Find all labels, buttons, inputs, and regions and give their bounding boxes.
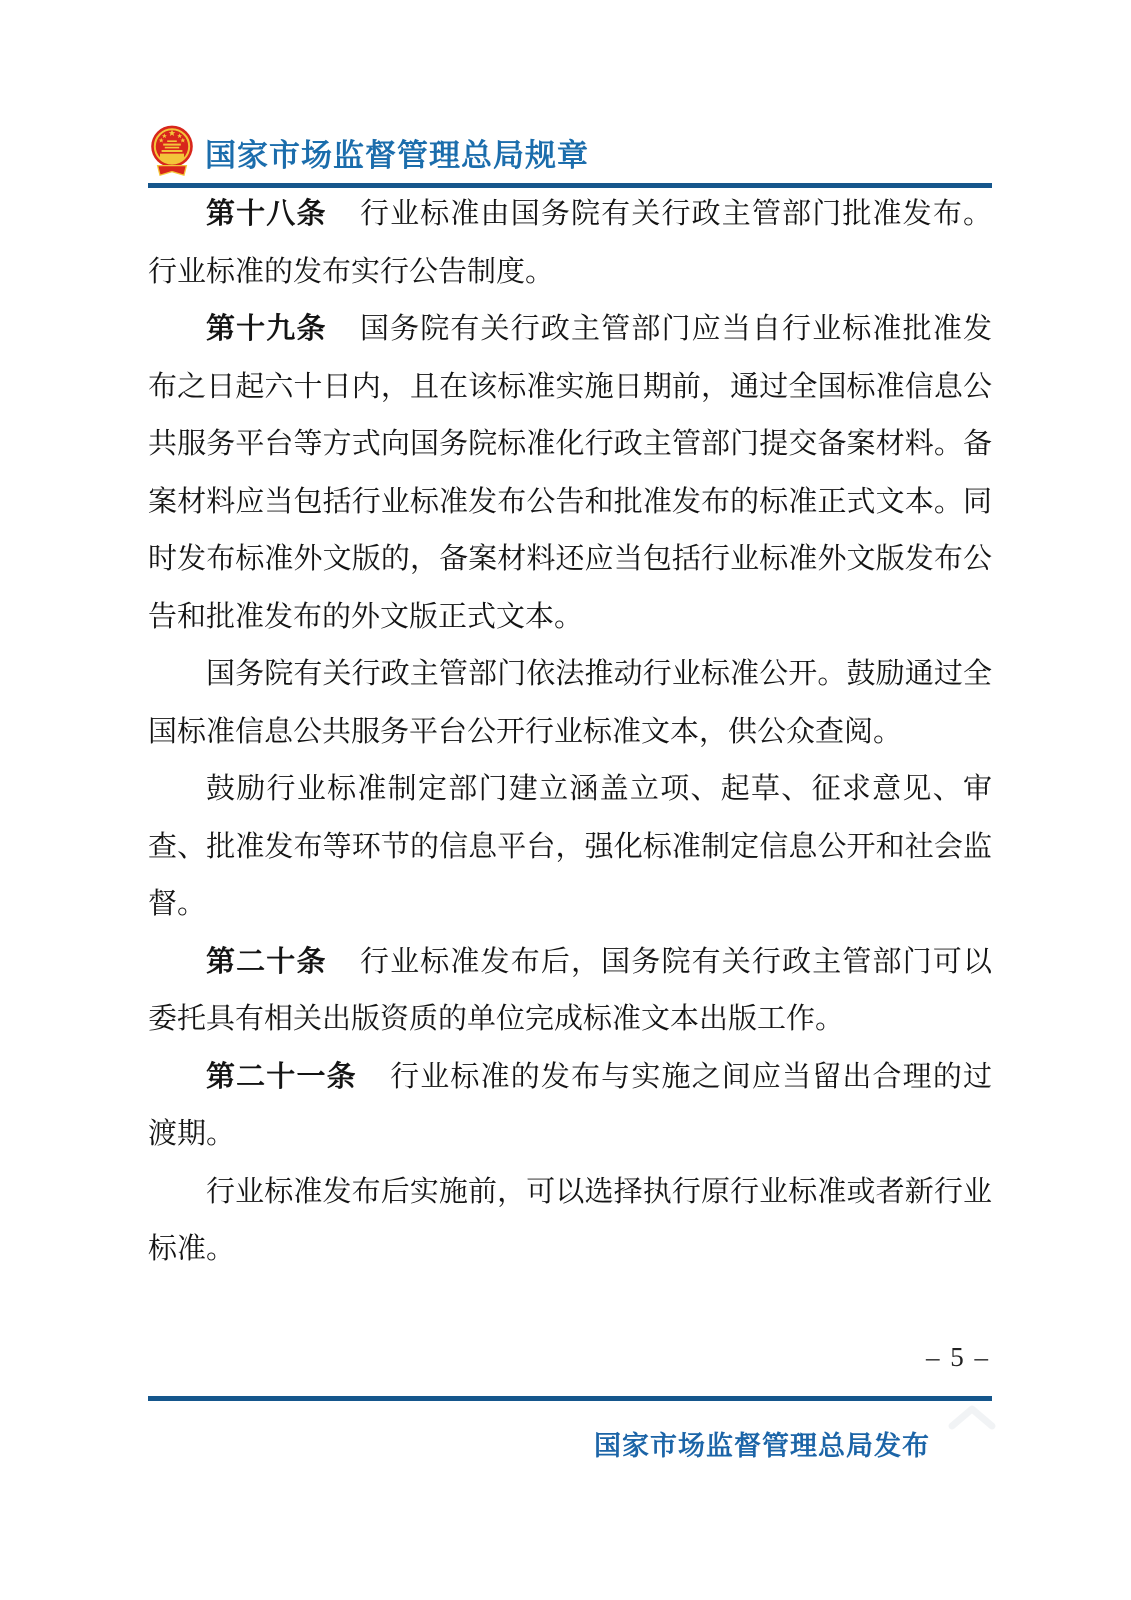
paragraph xyxy=(148,761,992,934)
header xyxy=(148,124,992,188)
paragraph xyxy=(148,186,992,301)
national-emblem-icon xyxy=(148,124,196,180)
article-number: 第二十一条 xyxy=(206,1060,357,1093)
page-number: – 5 – xyxy=(926,1342,990,1372)
paragraph xyxy=(148,934,992,1049)
footer-rule xyxy=(148,1396,992,1401)
paragraph xyxy=(148,301,992,646)
document-body xyxy=(148,186,992,1279)
paragraph xyxy=(148,646,992,761)
paragraph-text: 行业标准发布后，国务院有关行政主管部门可以委托具有相关出版资质的单位完成标准文本出版工作。 xyxy=(148,945,992,1035)
paragraph xyxy=(148,1164,992,1279)
paragraph-text: 行业标准发布后实施前，可以选择执行原行业标准或者新行业标准。 xyxy=(148,1175,992,1265)
paragraph xyxy=(148,1049,992,1164)
paragraph-text: 国务院有关行政主管部门应当自行业标准批准发布之日起六十日内，且在该标准实施日期前，通过全国标准信息公共服务平台等方式向国务院标准化行政主管部门提交备案材料。备案材料应当包括行业标准发布公告和批准发布的标准正式文本。同时发布标准外文版的，备案材料还应当包括行业标准外文版发布公告和批准发布的外文版正式文本。 xyxy=(148,313,992,633)
paragraph-text: 行业标准的发布与实施之间应当留出合理的过渡期。 xyxy=(148,1060,992,1150)
article-number: 第二十条 xyxy=(206,945,327,978)
publisher-name: 国家市场监督管理总局发布 xyxy=(594,1431,930,1461)
paragraph-text: 国务院有关行政主管部门依法推动行业标准公开。鼓励通过全国标准信息公共服务平台公开行业标准文本，供公众查阅。 xyxy=(148,658,992,748)
article-number: 第十八条 xyxy=(206,198,327,230)
article-number: 第十九条 xyxy=(206,313,327,345)
chevron-up-icon xyxy=(948,1404,996,1430)
paragraph-text: 行业标准由国务院有关行政主管部门批准发布。行业标准的发布实行公告制度。 xyxy=(148,198,992,288)
paragraph-text: 鼓励行业标准制定部门建立涵盖立项、起草、征求意见、审查、批准发布等环节的信息平台，强化标准制定信息公开和社会监督。 xyxy=(148,773,992,920)
page-title: 国家市场监督管理总局规章 xyxy=(205,137,589,173)
